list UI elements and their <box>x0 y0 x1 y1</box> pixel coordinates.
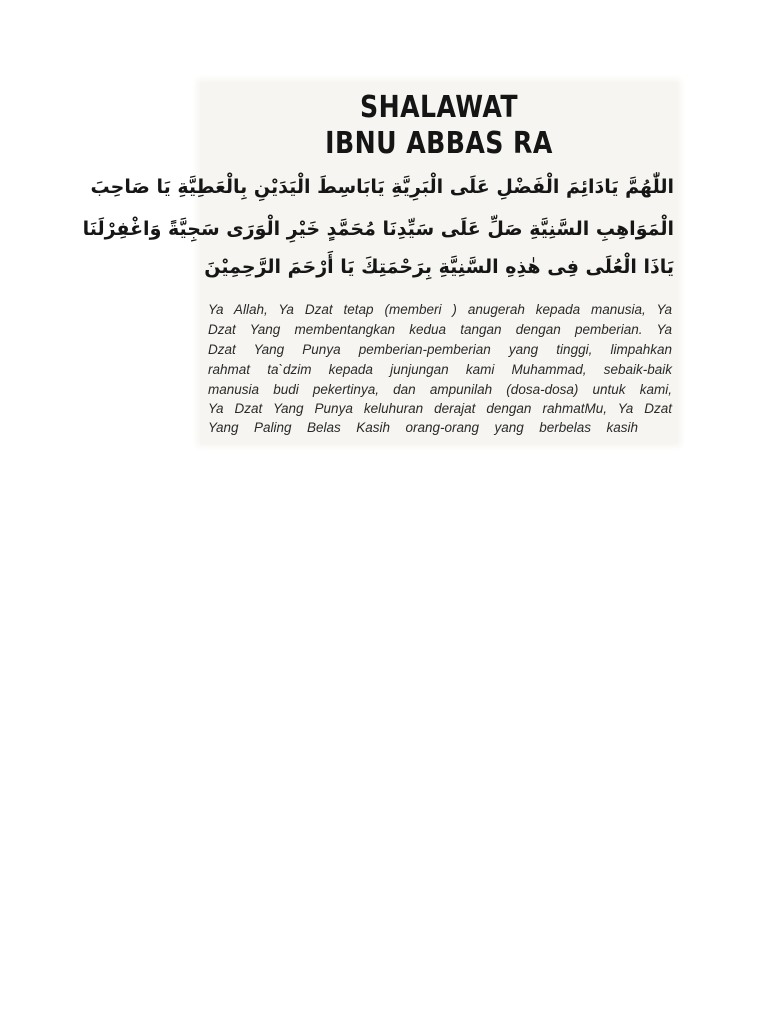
translation-line-6: Ya Dzat Yang Punya keluhuran derajat dengan rahmatMu, Ya Dzat <box>208 401 672 416</box>
translation-line-7: Yang Paling Belas Kasih orang-orang yang berbelas kasih <box>208 420 638 435</box>
title-line-2: IBNU ABBAS RA <box>325 126 553 161</box>
arabic-text-line-1: اللّٰهُمَّ يَادَائِمَ الْفَضْلِ عَلَى الْبَرِيَّةِ يَابَاسِطَ الْيَدَيْنِ بِالْعَطِيَّةِ يَا صَاحِبَ <box>90 176 674 198</box>
translation-line-1: Ya Allah, Ya Dzat tetap (memberi ) anugerah kepada manusia, Ya <box>208 302 672 317</box>
arabic-text-line-2: الْمَوَاهِبِ السَّنِيَّةِ صَلِّ عَلَى سَيِّدِنَا مُحَمَّدٍ خَيْرِ الْوَرَى سَجِيَّةً وَاغْفِرْلَنَا <box>82 218 674 240</box>
translation-line-5: manusia budi pekertinya, dan ampunilah (dosa-dosa) untuk kami, <box>208 382 672 397</box>
arabic-text-line-3: يَاذَا الْعُلَى فِى هٰذِهِ السَّنِيَّةِ بِرَحْمَتِكَ يَا أَرْحَمَ الرَّحِمِيْنَ <box>204 256 674 278</box>
translation-line-2: Dzat Yang membentangkan kedua tangan dengan pemberian. Ya <box>208 322 672 337</box>
title-line-1: SHALAWAT <box>360 90 518 125</box>
translation-line-3: Dzat Yang Punya pemberian-pemberian yang tinggi, limpahkan <box>208 342 672 357</box>
translation-line-4: rahmat ta`dzim kepada junjungan kami Muhammad, sebaik-baik <box>208 362 672 377</box>
scanned-page-region <box>82 82 678 444</box>
